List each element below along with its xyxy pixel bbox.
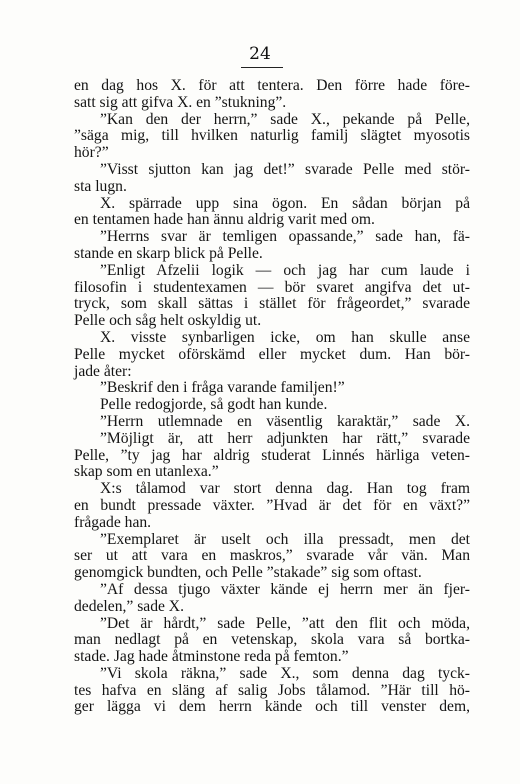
text-line: Pelle och såg helt oskyldig ut. [74,312,262,330]
text-line: man nedlagt på en vetenskap, skola vara så bortka- [74,631,470,649]
text-line: genomgick bundten, och Pelle ”stakade” sig som oftast. [74,564,422,582]
text-line: X:s tålamod var stort denna dag. Han tog fram [100,480,470,498]
text-line: jade åter: [74,362,132,380]
body-text [74,78,470,716]
page-number-rule [241,67,283,68]
text-line: Pelle, ”ty jag har aldrig studerat Linnés härliga veten- [74,446,470,464]
text-line: ”Exemplaret är uselt och illa pressadt, men det [100,530,470,548]
text-line: ”Herrn utlemnade en väsentlig karaktär,” sade X. [100,412,470,430]
text-line: ser ut att vara en maskros,” svarade vår vän. Man [74,547,470,565]
text-line: en bundt pressade växter. ”Hvad är det för en växt?” [74,496,470,514]
text-line: X. spärrade upp sina ögon. En sådan början på [100,194,470,212]
text-line: satt sig att gifva X. en ”stukning”. [74,93,287,111]
text-line: filosofin i studentexamen — bör svaret angifva det ut- [74,278,470,296]
text-line: hör?” [74,144,109,162]
text-line: stande en skarp blick på Pelle. [74,244,263,262]
text-line: ”Det är hårdt,” sade Pelle, ”att den flit och möda, [100,614,470,632]
text-line: X. visste synbarligen icke, om han skulle anse [100,328,470,346]
text-line: tes hafva en släng af salig Jobs tålamod. ”Här till hö- [74,681,470,699]
text-line: ”Beskrif den i fråga varande familjen!” [100,379,345,397]
text-line: Pelle mycket oförskämd eller mycket dum. Han bör- [74,345,470,363]
text-line: frågade han. [74,513,152,531]
text-line: ”Herrns svar är temligen opassande,” sade han, fä- [100,228,470,246]
text-line: ”Kan den der herrn,” sade X., pekande på Pelle, [100,110,470,128]
text-line: ”Af dessa tjugo växter kände ej herrn mer än fjer- [100,580,470,598]
text-line: en dag hos X. för att tentera. Den förre hade före- [74,77,470,94]
text-line: en tentamen hade han ännu aldrig varit med om. [74,211,375,229]
text-line: ”säga mig, till hvilken naturlig familj slägtet myosotis [74,127,470,145]
text-line: ger lägga vi dem herrn kände och till venster dem, [74,698,470,716]
text-line: Pelle redogjorde, så godt han kunde. [100,396,328,414]
text-line: ”Visst sjutton kan jag det!” svarade Pelle med stör- [100,160,470,178]
text-line: skap som en utanlexa.” [74,463,219,481]
text-line: sta lugn. [74,177,127,195]
text-line: ”Vi skola räkna,” sade X., som denna dag tyck- [100,664,470,682]
text-line: ”Möjligt är, att herr adjunkten har rätt,” svarade [100,429,470,447]
text-line: stade. Jag hade åtminstone reda på femton.” [74,648,349,666]
text-line: dedelen,” sade X. [74,597,184,615]
text-line: ”Enligt Afzelii logik — och jag har cum laude i [100,261,470,279]
text-line: tryck, som skall sättas i stället för frågeordet,” svarade [74,295,470,313]
page-number: 24 [249,44,271,64]
